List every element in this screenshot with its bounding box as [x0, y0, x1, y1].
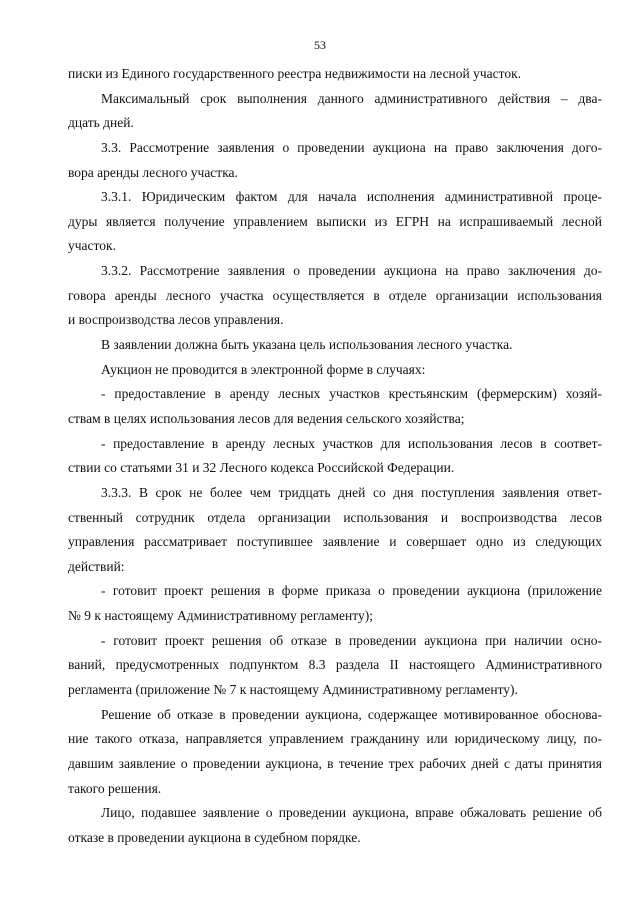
text-line: В заявлении должна быть указана цель использования лесного участка.: [101, 337, 513, 353]
text-line: 3.3.2. Рассмотрение заявления о проведении аукциона на право заключения до-: [101, 263, 602, 279]
text-line: Максимальный срок выполнения данного административного действия – два-: [101, 90, 602, 106]
document-body: [68, 62, 602, 851]
text-line: и воспроизводства лесов управления.: [68, 312, 284, 328]
text-line: отказе в проведении аукциона в судебном порядке.: [68, 829, 361, 845]
text-line: № 9 к настоящему Административному регламенту);: [68, 608, 373, 624]
text-line: говора аренды лесного участка осуществляется в отделе организации использования: [68, 287, 602, 303]
text-line: Лицо, подавшее заявление о проведении аукциона, вправе обжаловать решение об: [101, 805, 602, 821]
text-line: дцать дней.: [68, 115, 134, 131]
text-line: участок.: [68, 238, 116, 254]
text-line: ствам в целях использования лесов для ведения сельского хозяйства;: [68, 410, 465, 426]
text-line: ствии со статьями 31 и 32 Лесного кодекса Российской Федерации.: [68, 460, 455, 476]
text-line: Аукцион не проводится в электронной форме в случаях:: [101, 361, 426, 377]
text-line: писки из Единого государственного реестра недвижимости на лесной участок.: [68, 66, 522, 81]
text-line: ваний, предусмотренных подпунктом 8.3 раздела II настоящего Административного: [68, 657, 602, 673]
text-line: давшим заявление о проведении аукциона, в течение трех рабочих дней с даты принятия: [68, 755, 602, 771]
text-line: - готовит проект решения об отказе в проведении аукциона при наличии осно-: [101, 632, 602, 648]
text-line: регламента (приложение № 7 к настоящему Административному регламенту).: [68, 682, 518, 698]
text-line: - предоставление в аренду лесных участков крестьянским (фермерским) хозяй-: [101, 386, 602, 402]
text-line: 3.3. Рассмотрение заявления о проведении аукциона на право заключения дого-: [101, 139, 602, 155]
text-line: ственный сотрудник отдела организации использования и воспроизводства лесов: [68, 509, 602, 525]
text-line: такого решения.: [68, 780, 162, 796]
page-number: 53: [314, 38, 326, 52]
text-line: 3.3.3. В срок не более чем тридцать дней со дня поступления заявления ответ-: [101, 484, 602, 500]
text-line: управления рассматривает поступившее заявление и совершает одно из следующих: [68, 534, 602, 550]
text-line: - предоставление в аренду лесных участков для использования лесов в соответ-: [101, 435, 602, 451]
text-line: действий:: [68, 558, 125, 574]
text-line: ние такого отказа, направляется управлением гражданину или юридическому лицу, по-: [68, 731, 602, 747]
text-line: вора аренды лесного участка.: [68, 164, 238, 180]
text-line: Решение об отказе в проведении аукциона, содержащее мотивированное обоснова-: [101, 706, 602, 722]
text-line: дуры является получение управлением выписки из ЕГРН на испрашиваемый лесной: [68, 213, 602, 229]
text-line: - готовит проект решения в форме приказа о проведении аукциона (приложение: [101, 583, 602, 599]
text-line: 3.3.1. Юридическим фактом для начала исполнения административной проце-: [101, 189, 602, 205]
